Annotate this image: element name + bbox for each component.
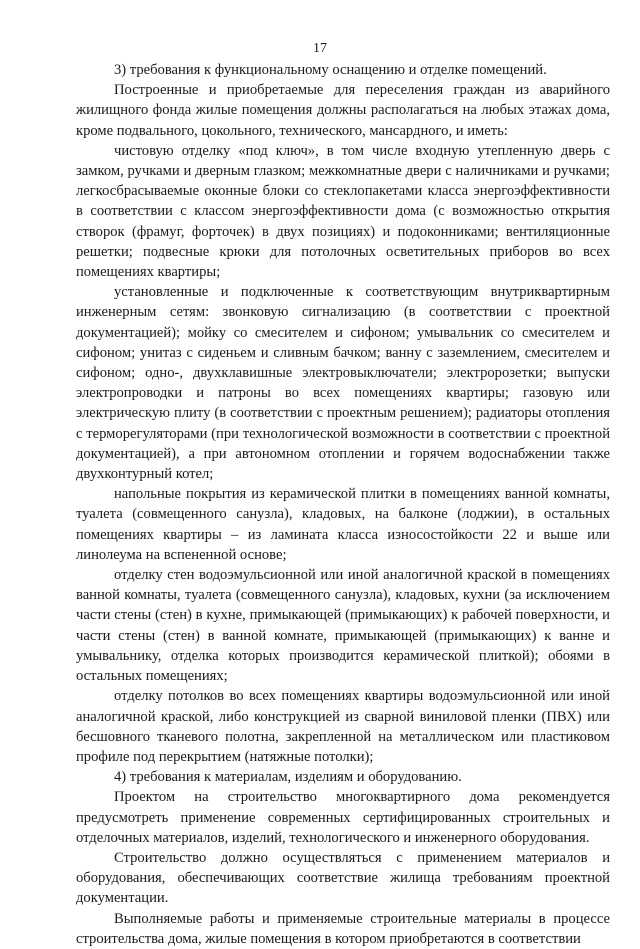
page-number: 17: [313, 41, 327, 56]
document-body: [76, 60, 610, 949]
paragraph-housing-requirements: Построенные и приобретаемые для переселения граждан из аварийного жилищного фонда жилые помещения должны располагаться на любых этажах дома, кроме подвального, цокольного, технического, мансардного, и иметь:: [76, 82, 610, 139]
paragraph-installed-engineering: установленные и подключенные к соответствующим внутриквартирным инженерным сетям: звонковую сигнализацию (в соответствии с проектной документацией); мойку со смесителем и сифоном; умывальник со смесителем и сифоном; унитаз с сиденьем и сливным бачком; ванну с заземлением, смесителем и сифоном; одно-, двухклавишные электровыключатели; электророзетки; выпуски электропроводки и патроны во всех помещениях квартиры; газовую или электрическую плиту (в соответствии с проектным решением); радиаторы отопления с терморегуляторами (при технологической возможности в соответствии с проектной документацией), а при автономном отоплении и горячем водоснабжении также двухконтурный котел;: [76, 284, 610, 483]
paragraph-finishing-turnkey: чистовую отделку «под ключ», в том числе входную утепленную дверь с замком, ручками и дверным глазком; межкомнатные двери с наличниками и ручками; легкосбрасываемые оконные блоки со стеклопакетами класса энергоэффективности в соответствии с классом энергоэффективности дома (с возможностью открытия створок (фрамуг, форточек) в двух позициях) и подоконниками; вентиляционные решетки; подвесные крюки для потолочных осветительных приборов во всех помещениях квартиры;: [76, 142, 610, 281]
paragraph-works-materials: Выполняемые работы и применяемые строительные материалы в процессе строительства дома, жилые помещения в котором приобретаются в соответствии: [76, 910, 610, 947]
paragraph-project-materials: Проектом на строительство многоквартирного дома рекомендуется предусмотреть применение современных сертифицированных строительных и отделочных материалов, изделий, технологического и инженерного оборудования.: [76, 789, 610, 846]
paragraph-ceiling-finishing: отделку потолков во всех помещениях квартиры водоэмульсионной или иной аналогичной краской, либо конструкцией из сварной виниловой пленки (ПВХ) или бесшовного тканевого полотна, закрепленной на металлическом или пластиковом профиле под перекрытием (натяжные потолки);: [76, 688, 610, 765]
paragraph-construction-compliance: Строительство должно осуществляться с применением материалов и оборудования, обеспечивающих соответствие жилища требованиям проектной документации.: [76, 849, 610, 907]
paragraph-section-4-heading: 4) требования к материалам, изделиям и оборудованию.: [114, 769, 462, 786]
paragraph-floor-coverings: напольные покрытия из керамической плитки в помещениях ванной комнаты, туалета (совмещенного санузла), кладовых, на балконе (лоджии), в остальных помещениях квартиры – из ламината класса износостойкости 22 и выше или линолеума на вспененной основе;: [76, 486, 610, 563]
paragraph-section-3-heading: 3) требования к функциональному оснащению и отделке помещений.: [114, 62, 547, 78]
paragraph-wall-finishing: отделку стен водоэмульсионной или иной аналогичной краской в помещениях ванной комнаты, туалета (совмещенного санузла), кладовых, кухни (за исключением части стены (стен) в кухне, примыкающей (примыкающих) к рабочей поверхности, и части стены (стен) в ванной комнате, примыкающей (примыкающих) к ванне и умывальнику, отделка которых производится керамической плиткой); обоями в остальных помещениях;: [76, 567, 610, 685]
